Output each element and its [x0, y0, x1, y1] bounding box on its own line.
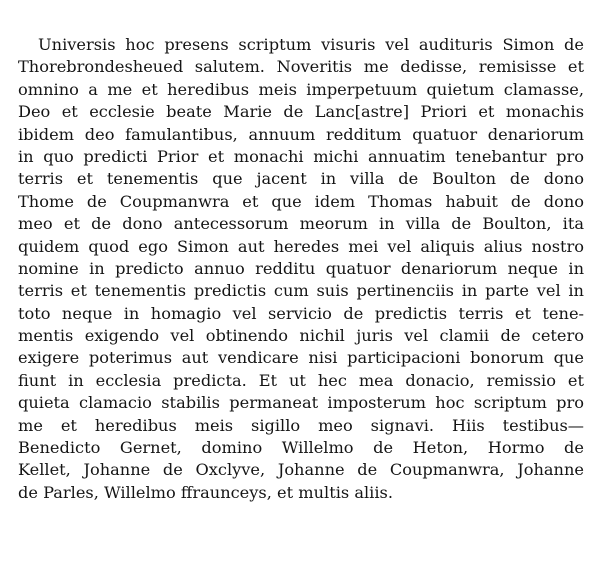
text-line: exigere poterimus aut vendicare nisi participacioni bonorum que: [18, 348, 584, 368]
text-line: terris et tenementis predictis cum suis pertinenciis in parte vel in: [18, 281, 584, 301]
text-line: quidem quod ego Simon aut heredes mei vel aliquis alius nostro: [18, 236, 584, 256]
text-line: me et heredibus meis sigillo meo signavi. Hiis testibus—: [18, 415, 584, 435]
text-line: Deo et ecclesie beate Marie de Lanc[astre] Priori et monachis: [18, 102, 584, 122]
text-line: fiunt in ecclesia predicta. Et ut hec mea donacio, remissio et: [18, 370, 584, 390]
text-line: Thorebrondesheued salutem. Noveritis me dedisse, remisisse et: [18, 57, 584, 77]
text-line: Thome de Coupmanwra et que idem Thomas habuit de dono: [18, 191, 584, 211]
text-line: quieta clamacio stabilis permaneat imposterum hoc scriptum pro: [18, 393, 584, 413]
text-line: mentis exigendo vel obtinendo nichil juris vel clamii de cetero: [18, 326, 584, 346]
text-line: nomine in predicto annuo redditu quatuor denariorum neque in: [18, 258, 584, 278]
text-line: in quo predicti Prior et monachi michi annuatim tenebantur pro: [18, 146, 584, 166]
text-line: terris et tenementis que jacent in villa de Boulton de dono: [18, 169, 584, 189]
text-line: de Parles, Willelmo ffraunceys, et multis aliis.: [18, 482, 393, 502]
text-line: meo et de dono antecessorum meorum in villa de Boulton, ita: [18, 214, 584, 234]
text-line: omnino a me et heredibus meis imperpetuum quietum clamasse,: [18, 79, 584, 99]
text-line: Universis hoc presens scriptum visuris vel audituris Simon de: [38, 35, 584, 54]
charter-text: [18, 34, 584, 504]
text-line: Benedicto Gernet, domino Willelmo de Heton, Hormo de: [18, 438, 584, 458]
text-line: Kellet, Johanne de Oxclyve, Johanne de Coupmanwra, Johanne: [18, 460, 584, 480]
text-line: toto neque in homagio vel servicio de predictis terris et tene-: [18, 303, 584, 323]
text-line: ibidem deo famulantibus, annuum redditum quatuor denariorum: [18, 124, 584, 144]
